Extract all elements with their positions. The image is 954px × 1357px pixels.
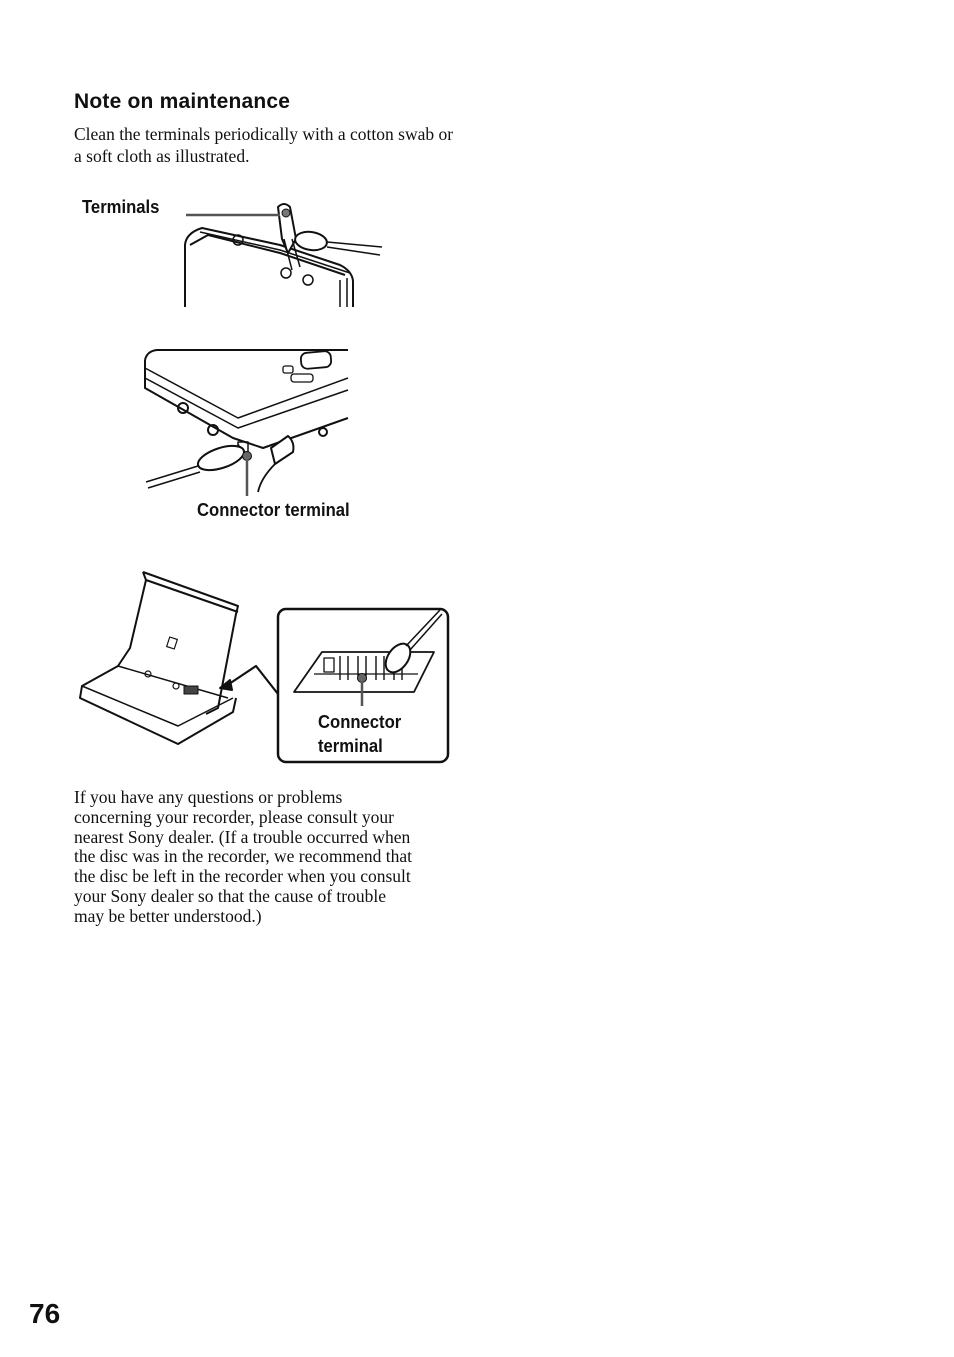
closing-line: the disc was in the recorder, we recommend that xyxy=(74,846,412,867)
recorder-connector-illustration xyxy=(143,348,353,503)
closing-line: the disc be left in the recorder when you consult xyxy=(74,866,411,887)
recorder-connector-drawing xyxy=(143,348,353,498)
closing-line: your Sony dealer so that the cause of trouble xyxy=(74,885,386,906)
label-connector-terminal-callout xyxy=(318,710,401,758)
callout-line-2: terminal xyxy=(318,735,383,756)
closing-line: If you have any questions or problems xyxy=(74,787,343,807)
section-heading: Note on maintenance xyxy=(74,90,291,113)
closing-line: concerning your recorder, please consult your xyxy=(74,806,395,827)
recorder-terminals-drawing xyxy=(180,195,390,310)
recorder-terminals-illustration xyxy=(180,195,390,315)
label-terminals: Terminals xyxy=(82,196,160,217)
callout-line-1: Connector xyxy=(318,711,402,732)
closing-line: may be better understood.) xyxy=(74,905,262,926)
closing-paragraph xyxy=(74,788,464,927)
closing-line: nearest Sony dealer. (If a trouble occurred when xyxy=(74,826,411,847)
intro-paragraph: Clean the terminals periodically with a cotton swab or a soft cloth as illustrated. xyxy=(74,124,454,166)
label-connector-terminal: Connector terminal xyxy=(197,499,350,520)
page-number: 76 xyxy=(29,1298,61,1329)
